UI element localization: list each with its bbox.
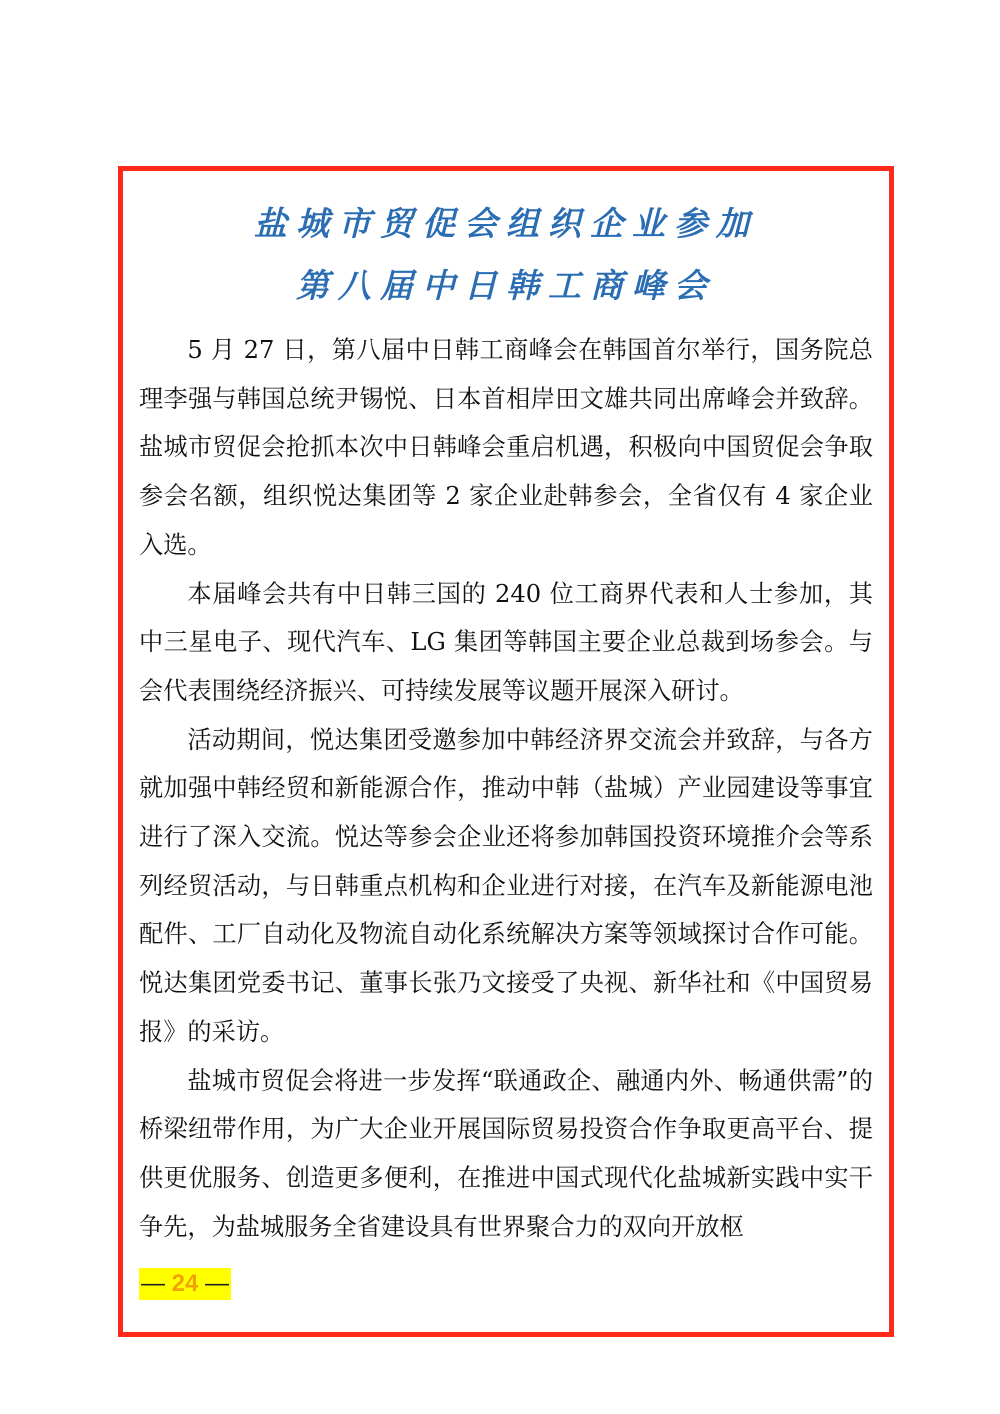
page-number-value: 24: [171, 1270, 199, 1297]
paragraph-4: 盐城市贸促会将进一步发挥“联通政企、融通内外、畅通供需”的桥梁纽带作用，为广大企业开展国际贸易投资合作争取更高平台、提供更优服务、创造更多便利，在推进中国式现代化盐城新实践中实干争先，为盐城服务全省建设具有世界聚合力的双向开放枢: [139, 1066, 873, 1241]
title-line-2: 第八届中日韩工商峰会: [296, 266, 716, 305]
article-title: [123, 193, 889, 317]
paragraph-3: 活动期间，悦达集团受邀参加中韩经济界交流会并致辞，与各方就加强中韩经贸和新能源合作，推动中韩（盐城）产业园建设等事宜进行了深入交流。悦达等参会企业还将参加韩国投资环境推介会等系列经贸活动，与日韩重点机构和企业进行对接，在汽车及新能源电池配件、工厂自动化及物流自动化系统解决方案等领域探讨合作可能。悦达集团党委书记、董事长张乃文接受了央视、新华社和《中国贸易报》的采访。: [139, 725, 873, 1046]
page-border-frame: [118, 166, 894, 1337]
page-number-dash-right: —: [205, 1270, 230, 1297]
title-line-1: 盐城市贸促会组织企业参加: [254, 204, 758, 243]
paragraph-2: 本届峰会共有中日韩三国的 240 位工商界代表和人士参加，其中三星电子、现代汽车、LG 集团等韩国主要企业总裁到场参会。与会代表围绕经济振兴、可持续发展等议题开展深入研讨。: [139, 579, 873, 705]
article-body: [139, 326, 873, 1251]
page-number: [139, 1268, 231, 1300]
page-number-dash-left: —: [141, 1270, 165, 1297]
paragraph-1: 5 月 27 日，第八届中日韩工商峰会在韩国首尔举行，国务院总理李强与韩国总统尹锡悦、日本首相岸田文雄共同出席峰会并致辞。盐城市贸促会抢抓本次中日韩峰会重启机遇，积极向中国贸促会争取参会名额，组织悦达集团等 2 家企业赴韩参会，全省仅有 4 家企业入选。: [139, 336, 873, 559]
